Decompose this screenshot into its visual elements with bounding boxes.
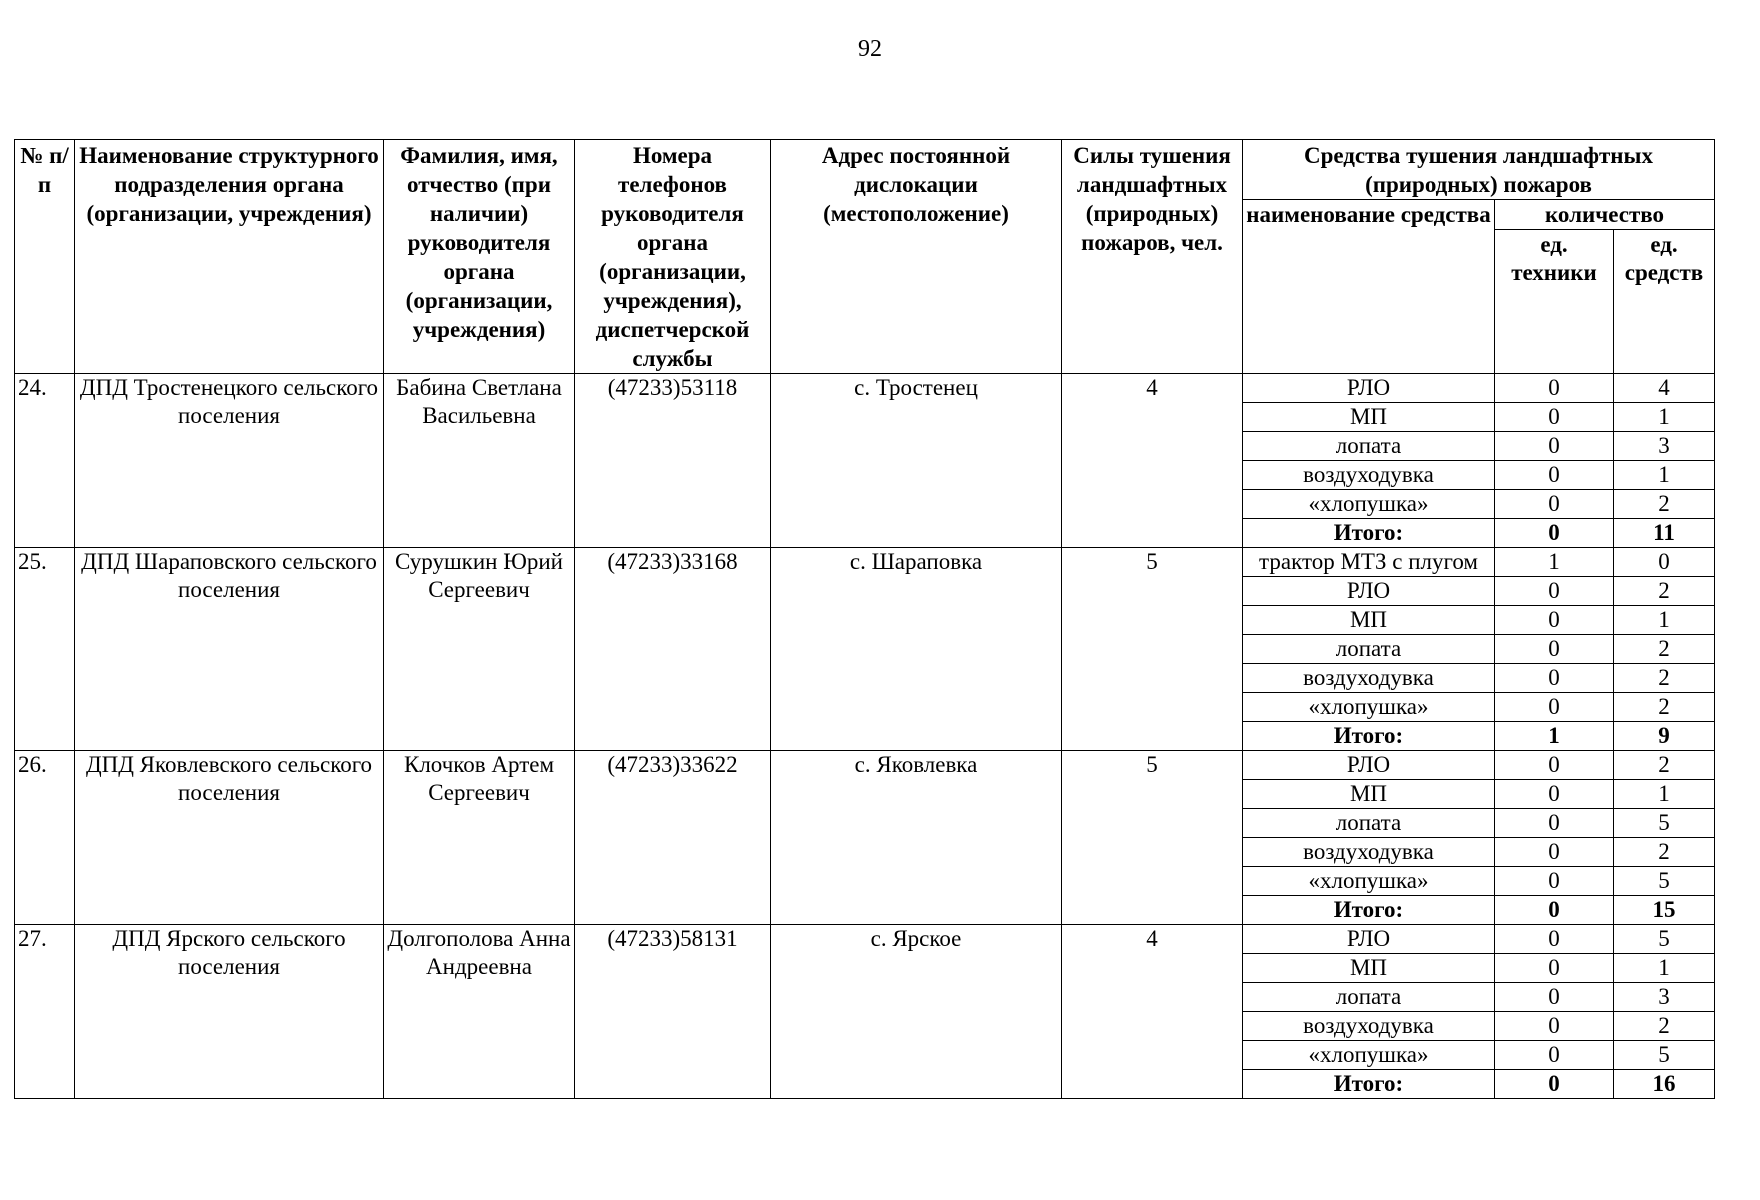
- units-means-cell: 5: [1614, 925, 1715, 954]
- table-row: [15, 548, 1715, 577]
- units-equipment-cell: 0: [1495, 838, 1614, 867]
- means-name-cell: «хлопушка»: [1243, 1041, 1495, 1070]
- units-equipment-cell: 0: [1495, 664, 1614, 693]
- units-means-cell: 1: [1614, 606, 1715, 635]
- units-equipment-cell: 0: [1495, 751, 1614, 780]
- table-header: [15, 140, 1715, 374]
- units-means-cell: 2: [1614, 838, 1715, 867]
- header-forces: Силы тушения ландшафтных (природных) пожаров, чел.: [1062, 140, 1243, 374]
- means-name-cell: лопата: [1243, 983, 1495, 1012]
- units-equipment-cell: 0: [1495, 374, 1614, 403]
- means-name-cell: воздуходувка: [1243, 664, 1495, 693]
- header-unit-name: Наименование структурного подразделения органа (организации, учреждения): [75, 140, 384, 374]
- head-name-cell: Сурушкин Юрий Сергеевич: [384, 548, 575, 751]
- units-means-cell: 2: [1614, 751, 1715, 780]
- forces-cell: 4: [1062, 925, 1243, 1099]
- units-equipment-cell: 0: [1495, 1041, 1614, 1070]
- table-row: [15, 374, 1715, 403]
- units-means-cell: 2: [1614, 577, 1715, 606]
- units-equipment-cell: 0: [1495, 1070, 1614, 1099]
- means-name-cell: МП: [1243, 403, 1495, 432]
- means-name-cell: Итого:: [1243, 1070, 1495, 1099]
- means-name-cell: МП: [1243, 606, 1495, 635]
- means-name-cell: воздуходувка: [1243, 838, 1495, 867]
- units-means-cell: 2: [1614, 1012, 1715, 1041]
- units-means-cell: 2: [1614, 635, 1715, 664]
- address-cell: с. Тростенец: [771, 374, 1062, 548]
- units-equipment-cell: 1: [1495, 722, 1614, 751]
- units-means-cell: 2: [1614, 693, 1715, 722]
- forces-cell: 5: [1062, 751, 1243, 925]
- means-name-cell: лопата: [1243, 635, 1495, 664]
- header-means-name: наименование средства: [1243, 200, 1495, 374]
- table-row: [15, 751, 1715, 780]
- units-equipment-cell: 0: [1495, 606, 1614, 635]
- units-equipment-cell: 0: [1495, 925, 1614, 954]
- units-equipment-cell: 1: [1495, 548, 1614, 577]
- header-phones: Номера телефонов руководителя органа (организации, учреждения), диспетчерской службы: [575, 140, 771, 374]
- units-equipment-cell: 0: [1495, 809, 1614, 838]
- means-name-cell: РЛО: [1243, 925, 1495, 954]
- means-name-cell: Итого:: [1243, 896, 1495, 925]
- means-name-cell: РЛО: [1243, 577, 1495, 606]
- units-means-cell: 5: [1614, 867, 1715, 896]
- header-quantity: количество: [1495, 200, 1715, 230]
- means-name-cell: трактор МТЗ с плугом: [1243, 548, 1495, 577]
- row-number: 24.: [15, 374, 75, 548]
- unit-name-cell: ДПД Ярского сельского поселения: [75, 925, 384, 1099]
- means-name-cell: РЛО: [1243, 751, 1495, 780]
- row-number: 27.: [15, 925, 75, 1099]
- units-means-cell: 5: [1614, 1041, 1715, 1070]
- means-name-cell: «хлопушка»: [1243, 693, 1495, 722]
- units-means-cell: 1: [1614, 954, 1715, 983]
- units-equipment-cell: 0: [1495, 780, 1614, 809]
- phone-cell: (47233)33168: [575, 548, 771, 751]
- units-equipment-cell: 0: [1495, 635, 1614, 664]
- units-means-cell: 11: [1614, 519, 1715, 548]
- units-equipment-cell: 0: [1495, 983, 1614, 1012]
- units-means-cell: 3: [1614, 432, 1715, 461]
- header-address: Адрес постоянной дислокации (местоположение): [771, 140, 1062, 374]
- units-equipment-cell: 0: [1495, 403, 1614, 432]
- row-number: 26.: [15, 751, 75, 925]
- units-means-cell: 1: [1614, 403, 1715, 432]
- units-means-cell: 9: [1614, 722, 1715, 751]
- forces-cell: 4: [1062, 374, 1243, 548]
- phone-cell: (47233)33622: [575, 751, 771, 925]
- units-means-cell: 0: [1614, 548, 1715, 577]
- means-name-cell: Итого:: [1243, 722, 1495, 751]
- header-num: № п/п: [15, 140, 75, 374]
- units-means-cell: 15: [1614, 896, 1715, 925]
- units-means-cell: 5: [1614, 809, 1715, 838]
- units-means-cell: 1: [1614, 461, 1715, 490]
- forces-cell: 5: [1062, 548, 1243, 751]
- units-equipment-cell: 0: [1495, 1012, 1614, 1041]
- units-means-cell: 2: [1614, 664, 1715, 693]
- units-equipment-cell: 0: [1495, 461, 1614, 490]
- means-name-cell: лопата: [1243, 809, 1495, 838]
- means-name-cell: «хлопушка»: [1243, 867, 1495, 896]
- means-name-cell: Итого:: [1243, 519, 1495, 548]
- means-name-cell: воздуходувка: [1243, 1012, 1495, 1041]
- units-equipment-cell: 0: [1495, 867, 1614, 896]
- unit-name-cell: ДПД Тростенецкого сельского поселения: [75, 374, 384, 548]
- units-means-cell: 2: [1614, 490, 1715, 519]
- units-equipment-cell: 0: [1495, 490, 1614, 519]
- means-name-cell: МП: [1243, 780, 1495, 809]
- head-name-cell: Долгополова Анна Андреевна: [384, 925, 575, 1099]
- head-name-cell: Бабина Светлана Васильевна: [384, 374, 575, 548]
- table-row: [15, 925, 1715, 954]
- header-units-equipment: ед. техники: [1495, 230, 1614, 374]
- means-name-cell: РЛО: [1243, 374, 1495, 403]
- unit-name-cell: ДПД Яковлевского сельского поселения: [75, 751, 384, 925]
- units-means-cell: 3: [1614, 983, 1715, 1012]
- row-number: 25.: [15, 548, 75, 751]
- address-cell: с. Шараповка: [771, 548, 1062, 751]
- units-equipment-cell: 0: [1495, 693, 1614, 722]
- page-number: 92: [858, 36, 882, 62]
- units-means-cell: 16: [1614, 1070, 1715, 1099]
- header-head-name: Фамилия, имя, отчество (при наличии) руководителя органа (организации, учреждения): [384, 140, 575, 374]
- units-equipment-cell: 0: [1495, 577, 1614, 606]
- means-name-cell: лопата: [1243, 432, 1495, 461]
- units-equipment-cell: 0: [1495, 896, 1614, 925]
- address-cell: с. Яковлевка: [771, 751, 1062, 925]
- table-body: [15, 374, 1715, 1099]
- header-means-group: Средства тушения ландшафтных (природных) пожаров: [1243, 140, 1715, 200]
- units-equipment-cell: 0: [1495, 432, 1614, 461]
- means-name-cell: воздуходувка: [1243, 461, 1495, 490]
- unit-name-cell: ДПД Шараповского сельского поселения: [75, 548, 384, 751]
- means-name-cell: «хлопушка»: [1243, 490, 1495, 519]
- header-units-means: ед. средств: [1614, 230, 1715, 374]
- units-equipment-cell: 0: [1495, 954, 1614, 983]
- units-means-cell: 4: [1614, 374, 1715, 403]
- address-cell: с. Ярское: [771, 925, 1062, 1099]
- fire-means-table: [14, 139, 1715, 1099]
- units-means-cell: 1: [1614, 780, 1715, 809]
- units-equipment-cell: 0: [1495, 519, 1614, 548]
- head-name-cell: Клочков Артем Сергеевич: [384, 751, 575, 925]
- means-name-cell: МП: [1243, 954, 1495, 983]
- phone-cell: (47233)58131: [575, 925, 771, 1099]
- phone-cell: (47233)53118: [575, 374, 771, 548]
